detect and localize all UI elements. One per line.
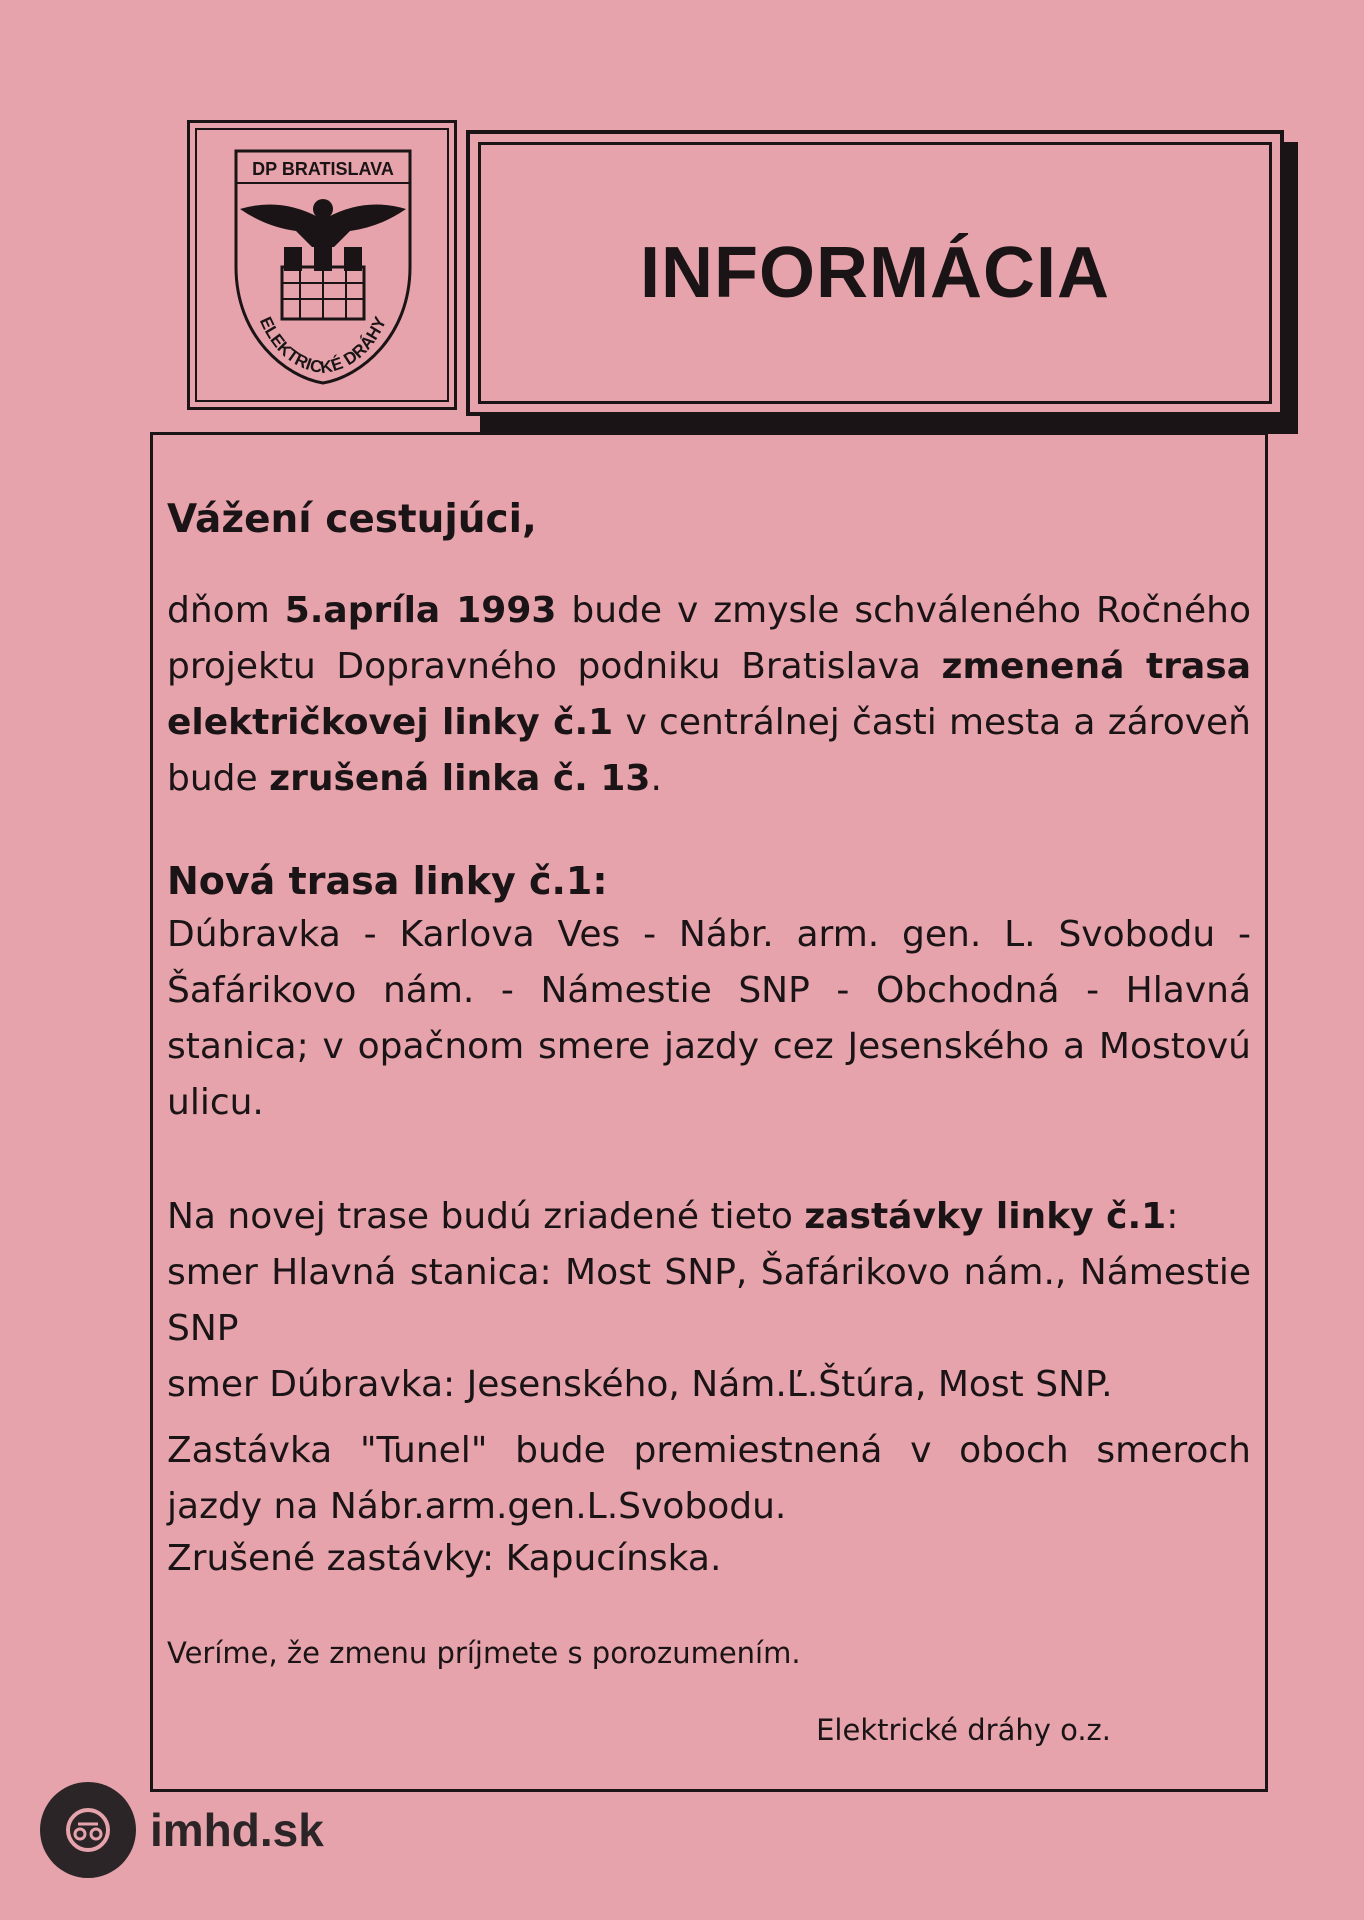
watermark — [40, 1782, 324, 1878]
closing-text: Veríme, že zmenu príjmete s porozumením. — [167, 1636, 801, 1670]
text-span: Na novej trase budú zriadené tieto — [167, 1196, 805, 1237]
logo-box — [187, 120, 457, 410]
dp-bratislava-logo — [230, 147, 416, 387]
text-span: v centrálnej časti mesta a zároveň bude — [167, 702, 1251, 799]
date-emphasis: 5.apríla 1993 — [284, 590, 557, 631]
cancelled-line-emphasis: zrušená linka č. 13 — [269, 758, 651, 799]
stops-direction-hlavna: smer Hlavná stanica: Most SNP, Šafárikovo nám., Námestie SNP — [167, 1252, 1251, 1349]
route-text: Dúbravka - Karlova Ves - Nábr. arm. gen. L. Svobodu - Šafárikovo nám. - Námestie SNP - Obchodná - Hlavná stanica; v opačnom smere jazdy cez Jesenského a Mostovú ulicu. — [167, 914, 1251, 1123]
tunel-paragraph: Zastávka "Tunel" bude premiestnená v oboch smeroch jazdy na Nábr.arm.gen.L.Svobodu. — [167, 1430, 1251, 1527]
watermark-text: imhd.sk — [150, 1804, 324, 1856]
route-heading: Nová trasa linky č.1: — [167, 859, 608, 903]
text-span: dňom — [167, 590, 285, 631]
text-span: : — [1166, 1196, 1179, 1237]
stops-emphasis: zastávky linky č.1 — [804, 1196, 1167, 1237]
text-span: bude v zmysle schváleného Ročného projektu Dopravného podniku Bratislava — [167, 590, 1251, 687]
greeting: Vážení cestujúci, — [167, 497, 537, 542]
change-paragraph — [167, 583, 1251, 807]
notice-box — [150, 432, 1268, 1792]
logo-top-text: DP BRATISLAVA — [252, 159, 394, 179]
text-span: . — [650, 758, 662, 799]
route-change-emphasis: zmenená trasa električkovej linky č.1 — [167, 646, 1252, 743]
cancelled-stops: Zrušené zastávky: Kapucínska. — [167, 1538, 722, 1579]
logo-bottom-text: ELEKTRICKÉ DRÁHY — [255, 313, 391, 378]
signature: Elektrické dráhy o.z. — [816, 1713, 1111, 1747]
stops-paragraph — [167, 1189, 1251, 1413]
stops-direction-dubravka: smer Dúbravka: Jesenského, Nám.Ľ.Štúra, Most SNP. — [167, 1364, 1113, 1405]
title-box — [466, 130, 1284, 416]
page-title: INFORMÁCIA — [640, 233, 1110, 313]
imhd-logo-icon — [40, 1782, 136, 1878]
